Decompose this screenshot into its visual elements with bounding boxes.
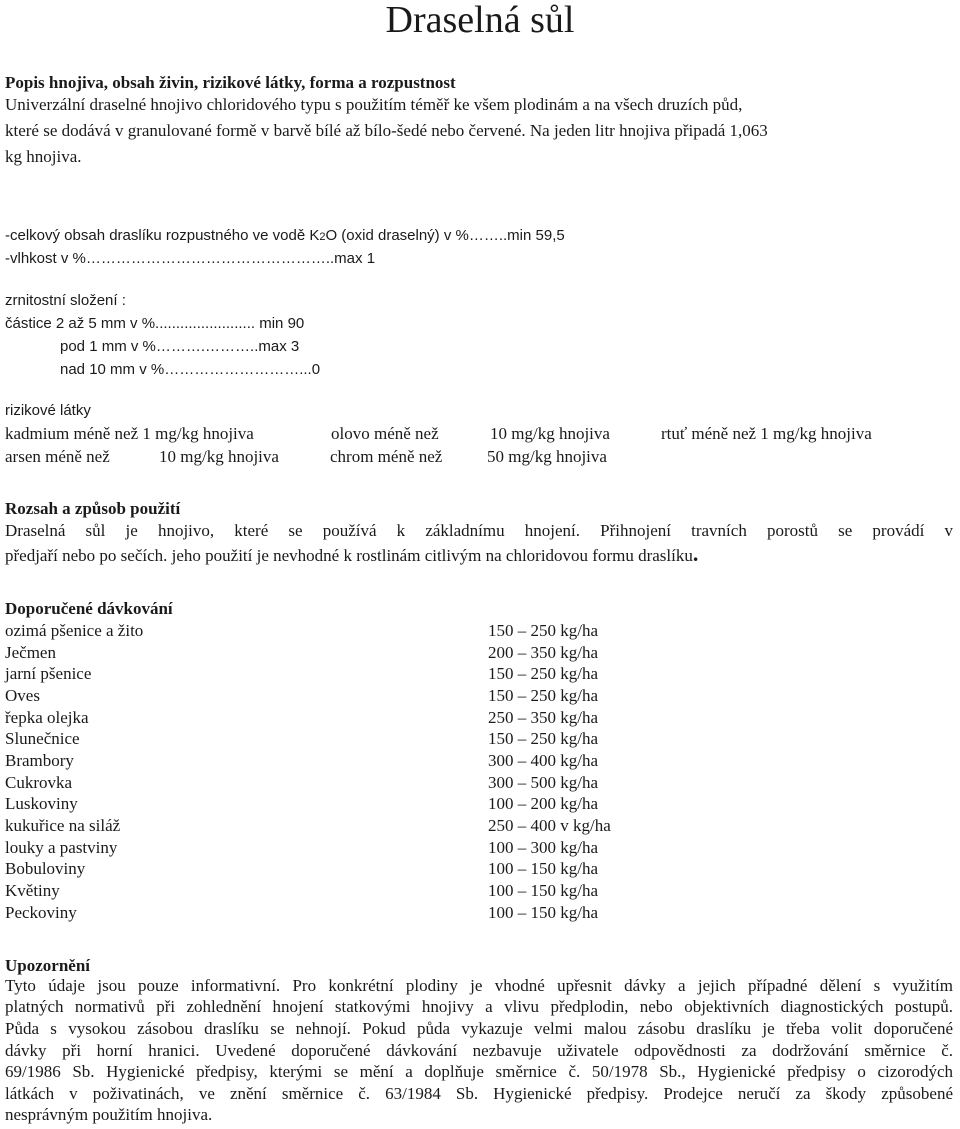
dose-value: 150 – 250 kg/ha — [488, 621, 599, 640]
grain-row-1: částice 2 až 5 mm v %........................ min 90 — [5, 315, 305, 332]
grain-row-3: nad 10 mm v %………………………...0 — [60, 361, 321, 378]
dosing-heading: Doporučené dávkování — [5, 599, 173, 618]
dose-value: 100 – 300 kg/ha — [488, 838, 599, 857]
dose-value: 100 – 150 kg/ha — [488, 859, 599, 878]
dose-value: 200 – 350 kg/ha — [488, 643, 599, 662]
usage-line-1: Draselná sůl je hnojivo, které se používá k základnímu hnojení. Přihnojení travních porostů se provádí v — [5, 521, 953, 540]
dose-crop: Ječmen — [5, 643, 56, 662]
warning-line-7: nesprávným použitím hnojiva. — [5, 1105, 213, 1124]
dose-crop: jarní pšenice — [5, 664, 92, 683]
dose-crop: Bobuloviny — [5, 859, 86, 878]
page-title: Draselná sůl — [385, 0, 575, 41]
description-line-3: kg hnojiva. — [5, 147, 82, 166]
k2o-content — [5, 225, 565, 248]
usage-heading: Rozsah a způsob použití — [5, 499, 181, 518]
warning-heading: Upozornění — [5, 956, 90, 975]
risk-lead-value: 10 mg/kg hnojiva — [490, 424, 610, 443]
dose-crop: Oves — [5, 686, 40, 705]
dose-crop: kukuřice na siláž — [5, 816, 121, 835]
dose-crop: Brambory — [5, 751, 74, 770]
usage-line-2-end: . — [692, 541, 699, 566]
dose-value: 300 – 400 kg/ha — [488, 751, 599, 770]
dose-crop: Slunečnice — [5, 729, 80, 748]
warning-line-2: platných normativů při zohlednění hnojení statkovými hnojivy a vlivu předplodin, nebo objektivních diagnostických postupů. — [5, 997, 953, 1016]
warning-line-1: Tyto údaje jsou pouze informativní. Pro konkrétní plodiny je vhodné upřesnit dávky a jejich případné dělení s využitím — [5, 976, 953, 995]
dose-crop: řepka olejka — [5, 708, 89, 727]
risk-chromium-value: 50 mg/kg hnojiva — [487, 447, 607, 466]
usage-line-2 — [5, 543, 698, 566]
dose-value: 300 – 500 kg/ha — [488, 773, 599, 792]
dose-value: 100 – 200 kg/ha — [488, 794, 599, 813]
warning-line-5: 69/1986 Sb. Hygienické předpisy, kterými se mění a doplňuje směrnice č. 50/1978 Sb., Hygienické předpisy o cizorodých — [5, 1062, 953, 1081]
k2o-suffix: O (oxid draselný) v %……..min 59,5 — [325, 227, 565, 244]
dose-value: 150 – 250 kg/ha — [488, 664, 599, 683]
k2o-subscript: 2 — [319, 231, 326, 243]
dose-crop: ozimá pšenice a žito — [5, 621, 144, 640]
risk-mercury: rtuť méně než 1 mg/kg hnojiva — [661, 424, 872, 443]
dose-crop: Cukrovka — [5, 773, 73, 792]
grain-row-2: pod 1 mm v %……….………..max 3 — [60, 338, 300, 355]
risk-cadmium: kadmium méně než 1 mg/kg hnojiva — [5, 424, 254, 443]
risk-lead-label: olovo méně než — [331, 424, 439, 443]
grain-heading: zrnitostní složení : — [5, 292, 126, 309]
dose-value: 250 – 350 kg/ha — [488, 708, 599, 727]
dose-value: 100 – 150 kg/ha — [488, 903, 599, 922]
dose-value: 150 – 250 kg/ha — [488, 686, 599, 705]
dose-value: 150 – 250 kg/ha — [488, 729, 599, 748]
dose-crop: Peckoviny — [5, 903, 77, 922]
dose-value: 250 – 400 v kg/ha — [488, 816, 611, 835]
dose-crop: Květiny — [5, 881, 60, 900]
warning-line-4: dávky při horní hranici. Uvedené doporučené dávkování nezbavuje uživatele odpovědnosti za dodržování směrnice č. — [5, 1041, 953, 1060]
dose-value: 100 – 150 kg/ha — [488, 881, 599, 900]
risk-arsenic-value: 10 mg/kg hnojiva — [159, 447, 279, 466]
warning-line-6: látkách v poživatinách, ve znění směrnice č. 63/1984 Sb. Hygienické předpisy. Prodejce neručí za škody způsobené — [5, 1084, 953, 1103]
description-line-2: které se dodává v granulované formě v barvě bílé až bílo-šedé nebo červené. Na jeden litr hnojiva připadá 1,063 — [5, 121, 768, 140]
description-heading: Popis hnojiva, obsah živin, rizikové látky, forma a rozpustnost — [5, 73, 456, 92]
warning-line-3: Půda s vysokou zásobou draslíku se nehnojí. Pokud půda vykazuje velmi malou zásobu draslíku je třeba volit doporučené — [5, 1019, 953, 1038]
risk-heading: rizikové látky — [5, 402, 91, 419]
risk-arsenic-label: arsen méně než — [5, 447, 110, 466]
dose-crop: Luskoviny — [5, 794, 78, 813]
description-line-1: Univerzální draselné hnojivo chloridového typu s použitím téměř ke všem plodinám a na všech druzích půd, — [5, 95, 743, 114]
k2o-prefix: -celkový obsah draslíku rozpustného ve vodě K — [5, 227, 320, 244]
dose-crop: louky a pastviny — [5, 838, 118, 857]
moisture-content: -vlhkost v %…………………………………………..max 1 — [5, 250, 376, 267]
risk-chromium-label: chrom méně než — [330, 447, 443, 466]
usage-line-2-text: předjaří nebo po sečích. jeho použití je nevhodné k rostlinám citlivým na chloridovou formu draslíku — [5, 546, 693, 565]
